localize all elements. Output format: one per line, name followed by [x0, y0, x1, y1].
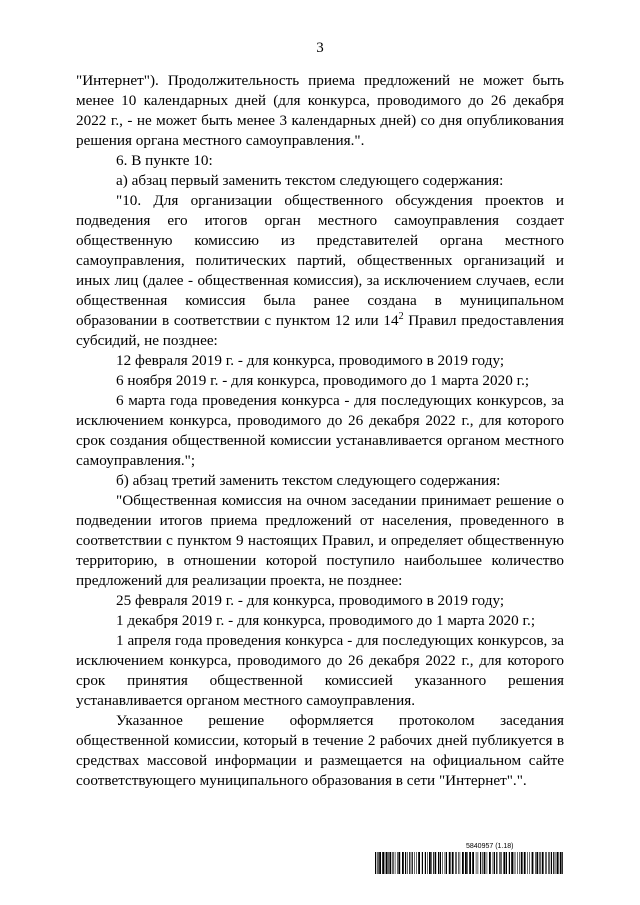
barcode-bar: [476, 852, 477, 874]
barcode-bar: [527, 852, 528, 874]
barcode-bar: [562, 852, 563, 874]
barcode-bar: [462, 852, 464, 874]
barcode-bar: [469, 852, 471, 874]
barcode-bar: [382, 852, 384, 874]
barcode-bar: [500, 852, 501, 874]
barcode-bar: [397, 852, 398, 874]
barcode-bar: [529, 852, 530, 874]
barcode-bar: [405, 852, 406, 874]
barcode-bar: [442, 852, 443, 874]
barcode-bar: [524, 852, 526, 874]
barcode-bar: [418, 852, 420, 874]
barcode-bar: [557, 852, 559, 874]
barcode-bar: [519, 852, 520, 874]
barcode-bar: [388, 852, 389, 874]
barcode-bar: [478, 852, 479, 874]
barcode-bar: [494, 852, 495, 874]
barcode-bar: [493, 852, 494, 874]
paragraph: б) абзац третий заменить текстом следующего содержания:: [116, 472, 501, 489]
barcode-bar: [517, 852, 518, 874]
barcode-bar: [409, 852, 410, 874]
barcode-bar: [560, 852, 562, 874]
barcode-bar: [385, 852, 386, 874]
barcode-bar: [402, 852, 404, 874]
barcode-bar: [395, 852, 396, 874]
paragraph: [76, 191, 564, 351]
barcode-bar: [438, 852, 439, 874]
paragraph: 12 февраля 2019 г. - для конкурса, проводимого в 2019 году;: [116, 352, 505, 369]
paragraph: а) абзац первый заменить текстом следующего содержания:: [116, 172, 504, 189]
barcode-bar: [392, 852, 393, 874]
barcode-bar: [515, 852, 516, 874]
barcode-bar: [556, 852, 557, 874]
barcode-bar: [377, 852, 378, 874]
barcode-bar: [427, 852, 428, 874]
barcode-bar: [467, 852, 468, 874]
barcode-bar: [553, 852, 554, 874]
barcode-bar: [379, 852, 381, 874]
barcode-bar: [487, 852, 488, 874]
paragraph: 25 февраля 2019 г. - для конкурса, проводимого в 2019 году;: [116, 592, 505, 609]
barcode-bar: [389, 852, 391, 874]
barcode-bar: [551, 852, 552, 874]
barcode-bar: [398, 852, 400, 874]
barcode-bar: [465, 852, 467, 874]
barcode-bar: [431, 852, 432, 874]
barcode-bar: [532, 852, 534, 874]
barcode-bar: [449, 852, 451, 874]
barcode-bar: [539, 852, 540, 874]
barcode-bar: [489, 852, 491, 874]
paragraph: "Интернет"). Продолжительность приема предложений не может быть менее 10 календарных дней (для конкурса, проводимого до 26 декабря 2022 г., - не может быть менее 3 календарных дней) со дня опубликования решения органа местного самоуправления.".: [76, 72, 564, 149]
barcode-bar: [412, 852, 413, 874]
barcode-bar: [407, 852, 408, 874]
barcode-bar: [509, 852, 510, 874]
barcode-bar: [433, 852, 434, 874]
barcode-bar: [458, 852, 459, 874]
barcode-bar: [416, 852, 417, 874]
barcode-bar: [414, 852, 415, 874]
barcode-bar: [455, 852, 456, 874]
barcode-bar: [482, 852, 483, 874]
barcode-bar: [422, 852, 423, 874]
barcode-bar: [480, 852, 481, 874]
barcode-number: 5840957 (1.18): [466, 843, 514, 850]
paragraph: 6 ноября 2019 г. - для конкурса, проводимого до 1 марта 2020 г.;: [116, 372, 530, 389]
barcode-bar: [503, 852, 505, 874]
paragraph: 1 декабря 2019 г. - для конкурса, проводимого до 1 марта 2020 г.;: [116, 612, 536, 629]
barcode-bar: [445, 852, 446, 874]
barcode-bar: [484, 852, 486, 874]
barcode-bar: [425, 852, 426, 874]
paragraph: Указанное решение оформляется протоколом заседания общественной комиссии, который в течение 2 рабочих дней публикуется в средствах массовой информации и размещается на официальном сайте соответствующего муниципального образования в сети "Интернет".".: [76, 712, 564, 789]
barcode-bar: [548, 852, 549, 874]
barcode: [375, 852, 563, 874]
barcode-bar: [472, 852, 474, 874]
document-body: [76, 71, 564, 791]
barcode-bar: [506, 852, 507, 874]
paragraph-text: "10. Для организации общественного обсуждения проектов и подведения его итогов орган местного самоуправления создает общественную комиссию из представителей органа местного самоуправления, политических партий, общественных организаций и иных лиц (далее - общественная комиссия), за исключением случаев, если общественная комиссия была ранее создана в муниципальном образовании в соответствии с пунктом 12 или 14: [76, 192, 564, 329]
barcode-bar: [440, 852, 441, 874]
paragraph: "Общественная комиссия на очном заседании принимает решение о подведении итогов приема предложений от населения, проведенного в соответствии с пунктом 9 настоящих Правил, и определяет общественную территорию, в отношении которой поступило наибольшее количество предложений для реализации проекта, не позднее:: [76, 492, 564, 589]
paragraph-text: Правил предоставления субсидий, не позднее:: [76, 312, 564, 349]
barcode-bar: [386, 852, 388, 874]
barcode-bar: [521, 852, 523, 874]
barcode-bar: [535, 852, 536, 874]
barcode-bar: [545, 852, 546, 874]
barcode-bar: [429, 852, 431, 874]
barcode-bar: [452, 852, 454, 874]
barcode-bar: [499, 852, 500, 874]
paragraph: 6. В пункте 10:: [116, 152, 213, 169]
barcode-bar: [496, 852, 497, 874]
barcode-bar: [446, 852, 447, 874]
page-number: 3: [316, 40, 324, 56]
barcode-bar: [435, 852, 436, 874]
barcode-bar: [536, 852, 538, 874]
barcode-bar: [514, 852, 515, 874]
barcode-bar: [460, 852, 461, 874]
barcode-bar: [511, 852, 513, 874]
barcode-bar: [375, 852, 376, 874]
barcode-bar: [542, 852, 544, 874]
paragraph: 6 марта года проведения конкурса - для последующих конкурсов, за исключением конкурса, проводимого до 26 декабря 2022 г., для которого срок создания общественной комиссии устанавливается органом местного самоуправления.";: [76, 392, 564, 469]
superscript: 2: [398, 310, 404, 322]
paragraph: 1 апреля года проведения конкурса - для последующих конкурсов, за исключением конкурса, проводимого до 26 декабря 2022 г., для которого срок принятия общественной комиссией указанного решения устанавливается органом местного самоуправления.: [76, 632, 564, 709]
